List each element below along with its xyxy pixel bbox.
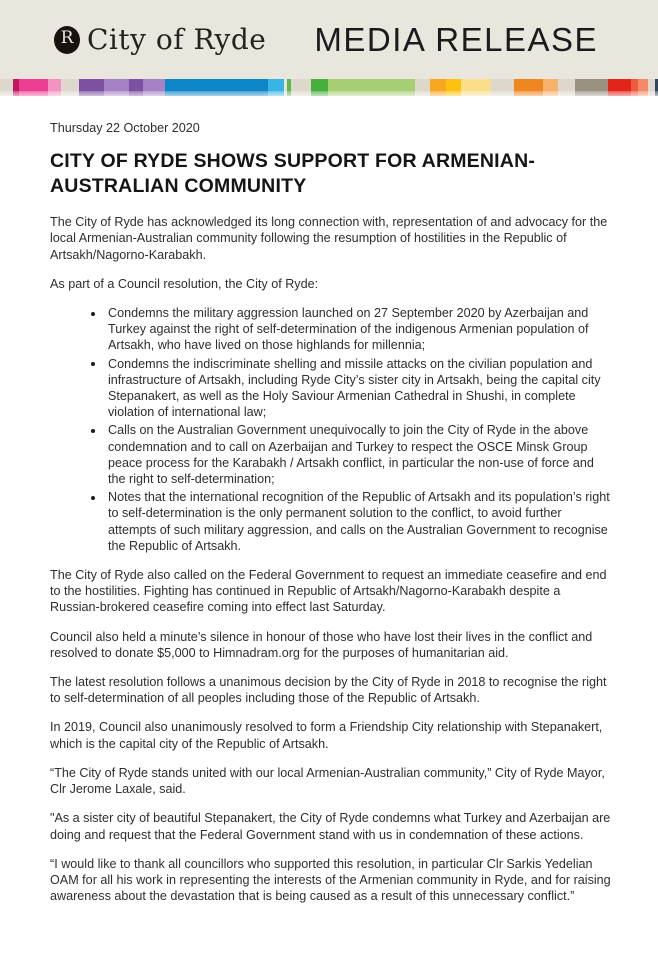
stripe-segment — [631, 79, 638, 96]
stripe-segment — [543, 79, 558, 96]
stripe-segment — [311, 79, 328, 96]
stripe-segment — [268, 79, 284, 96]
stripe-segment — [328, 79, 415, 96]
resolution-bullet-item: Condemns the indiscriminate shelling and missile attacks on the civilian population and infrastructure of Artsakh, including Ryde City’s sister city in Artsakh, being the capital city Stepanakert, as well as the Holy Saviour Armenian Cathedral in Shushi, in complete violation of international law; — [50, 356, 612, 421]
body-paragraph: The latest resolution follows a unanimous decision by the City of Ryde in 2018 to recognise the right to self-determination of all peoples including those of the Republic of Artsakh. — [50, 675, 607, 706]
logo-monogram: R — [60, 28, 74, 48]
logo-wordmark: City of Ryde — [87, 23, 267, 56]
resolution-bullet-item: Calls on the Australian Government unequivocally to join the City of Ryde in the above condemnation and to call on Azerbaijan and Turkey to respect the OSCE Minsk Group peace process for the Karabakh / Artsakh conflict, in particular the non-use of force and the right to self-determination; — [50, 422, 612, 487]
body-paragraph: “The City of Ryde stands united with our local Armenian-Australian community,” City of Ryde Mayor, Clr Jerome Laxale, said. — [50, 765, 605, 797]
release-date: Thursday 22 October 2020 — [50, 121, 200, 135]
body-paragraph: In 2019, Council also unanimously resolved to form a Friendship City relationship with Stepanakert, which is the capital city of the Republic of Artsakh. — [50, 720, 603, 751]
stripe-segment — [0, 79, 13, 96]
ryde-monogram-icon — [54, 26, 80, 54]
stripe-segment — [575, 79, 608, 96]
city-of-ryde-logo — [54, 23, 266, 56]
resolution-bullet-item: Notes that the international recognition of the Republic of Artsakh and its population’s right to self-determination is the only permanent solution to the conflict, to avoid further attempts of such military aggression, and calls on the Australian Government to recognise the Republic of Artsakh. — [50, 489, 612, 554]
resolution-bullet-list — [50, 305, 612, 554]
color-stripe — [0, 79, 658, 96]
stripe-segment — [143, 79, 165, 96]
stripe-segment — [461, 79, 491, 96]
stripe-segment — [165, 79, 268, 96]
page-title: CITY OF RYDE SHOWS SUPPORT FOR ARMENIAN-AUSTRALIAN COMMUNITY — [50, 150, 536, 197]
stripe-segment — [638, 79, 648, 96]
stripe-segment — [491, 79, 514, 96]
stripe-segment — [430, 79, 446, 96]
masthead-title: MEDIA RELEASE — [314, 20, 598, 58]
stripe-segment — [48, 79, 61, 96]
stripe-segment — [648, 79, 655, 96]
stripe-segment — [19, 79, 48, 96]
resolution-bullet-item: Condemns the military aggression launched on 27 September 2020 by Azerbaijan and Turkey against the right of self-determination of the indigenous Armenian population of Artsakh, who have lived on those highlands for millennia; — [50, 305, 612, 354]
stripe-segment — [291, 79, 311, 96]
body-paragraph: Council also held a minute’s silence in honour of those who have lost their lives in the conflict and resolved to donate $5,000 to Himnadram.org for the purposes of humanitarian aid. — [50, 629, 593, 660]
body-paragraphs — [50, 567, 612, 904]
stripe-segment — [608, 79, 631, 96]
body-paragraph: The City of Ryde also called on the Federal Government to request an immediate ceasefire and end to the hostilities. Fighting has continued in Republic of Artsakh/Nagorno-Karabakh despite a Russian-brokered ceasefire coming into effect last Saturday. — [50, 568, 607, 615]
stripe-segment — [446, 79, 461, 96]
body-paragraph: “I would like to thank all councillors who supported this resolution, in particular Clr Sarkis Yedelian OAM for all his work in representing the interests of the Armenian community in Ryde, and for raising awareness about the devastation that is being caused as a result of this unnecessary conflict.” — [50, 856, 611, 904]
intro-paragraph: The City of Ryde has acknowledged its long connection with, representation of and advocacy for the local Armenian-Australian community following the resumption of hostilities in the Republic of Artsakh/Nagorno-Karabakh. — [50, 215, 608, 262]
stripe-segment — [514, 79, 543, 96]
stripe-segment — [61, 79, 79, 96]
resolution-lead: As part of a Council resolution, the City of Ryde: — [50, 276, 319, 291]
stripe-segment — [129, 79, 143, 96]
document-body — [0, 96, 658, 904]
body-paragraph: "As a sister city of beautiful Stepanakert, the City of Ryde condemns what Turkey and Azerbaijan are doing and request that the Federal Government stand with us in condemnation of these actions. — [50, 811, 611, 842]
stripe-segment — [558, 79, 575, 96]
stripe-segment — [104, 79, 129, 96]
header-bar — [0, 0, 658, 79]
stripe-segment — [415, 79, 430, 96]
stripe-segment — [79, 79, 104, 96]
